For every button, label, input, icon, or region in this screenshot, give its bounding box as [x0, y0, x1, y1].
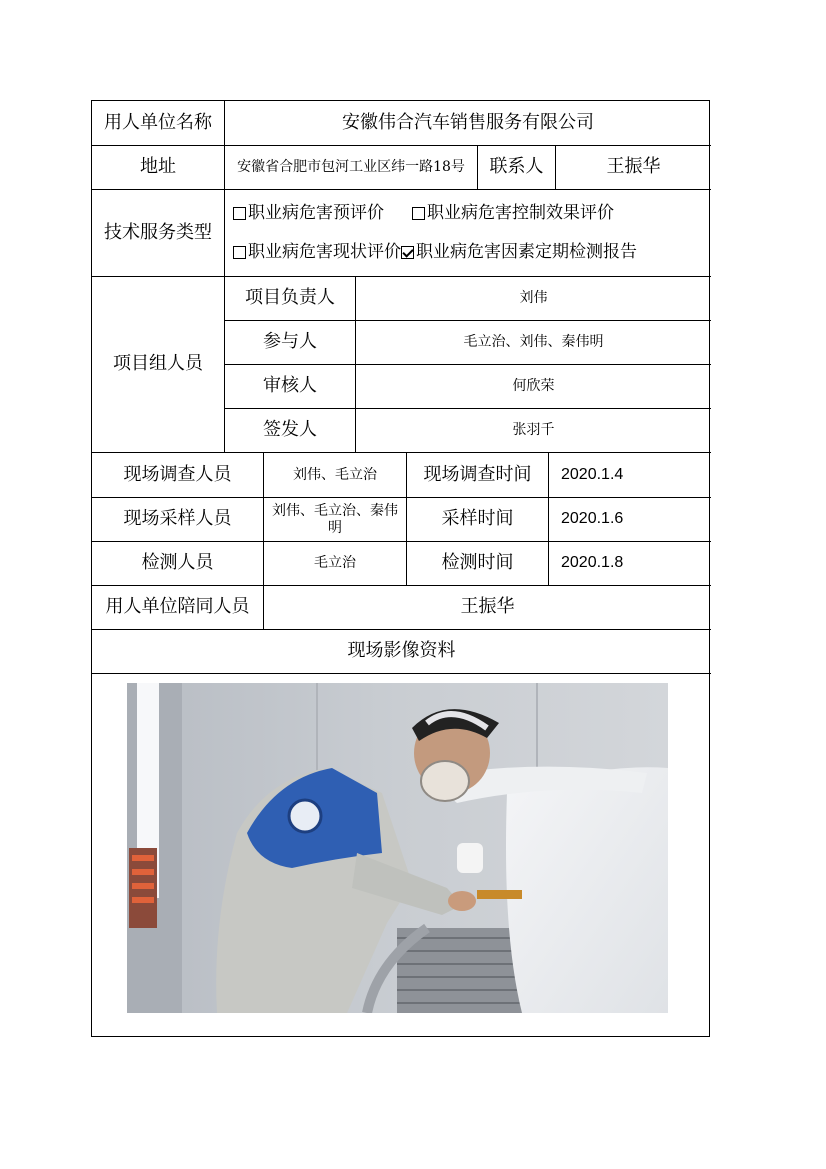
team-name-participants: 毛立治、刘伟、秦伟明	[356, 321, 711, 365]
testing-time-value: 2020.1.8	[549, 542, 711, 586]
sampling-time-value: 2020.1.6	[549, 498, 711, 542]
survey-record-form	[91, 100, 710, 1037]
checkbox-pre-assessment[interactable]	[233, 207, 246, 220]
sampling-staff-value: 刘伟、毛立治、秦伟明	[264, 498, 407, 542]
project-team-label: 项目组人员	[92, 277, 225, 453]
team-name-reviewer: 何欣荣	[356, 365, 711, 409]
team-name-issuer: 张羽千	[356, 409, 711, 453]
option-periodic-testing-label: 职业病危害因素定期检测报告	[416, 241, 637, 262]
testing-staff-value: 毛立治	[264, 542, 407, 586]
team-role-participants: 参与人	[225, 321, 356, 365]
team-name-leader: 刘伟	[356, 277, 711, 321]
survey-time-value: 2020.1.4	[549, 453, 711, 498]
service-type-label: 技术服务类型	[92, 190, 225, 277]
checkbox-periodic-testing[interactable]	[401, 246, 414, 259]
testing-staff-label: 检测人员	[92, 542, 264, 586]
employer-name-label: 用人单位名称	[92, 101, 225, 146]
employer-name-value: 安徽伟合汽车销售服务有限公司	[225, 101, 711, 146]
escort-value: 王振华	[264, 586, 711, 630]
sampling-time-label: 采样时间	[407, 498, 549, 542]
testing-time-label: 检测时间	[407, 542, 549, 586]
checkbox-status-assessment[interactable]	[233, 246, 246, 259]
sampling-staff-label: 现场采样人员	[92, 498, 264, 542]
team-role-leader: 项目负责人	[225, 277, 356, 321]
address-label: 地址	[92, 146, 225, 190]
site-photo-spray-painting	[127, 683, 668, 1013]
option-control-effect-label: 职业病危害控制效果评价	[427, 202, 614, 223]
service-type-options	[225, 190, 711, 277]
address-value: 安徽省合肥市包河工业区纬一路18号	[225, 146, 478, 190]
team-role-issuer: 签发人	[225, 409, 356, 453]
survey-staff-value: 刘伟、毛立治	[264, 453, 407, 498]
checkbox-control-effect[interactable]	[412, 207, 425, 220]
option-pre-assessment-label: 职业病危害预评价	[248, 202, 384, 223]
team-role-reviewer: 审核人	[225, 365, 356, 409]
option-status-assessment-label: 职业病危害现状评价	[248, 241, 401, 262]
site-photo-illustration	[127, 683, 668, 1013]
contact-value: 王振华	[556, 146, 711, 190]
contact-label: 联系人	[478, 146, 556, 190]
survey-staff-label: 现场调查人员	[92, 453, 264, 498]
site-images-heading: 现场影像资料	[92, 630, 711, 674]
escort-label: 用人单位陪同人员	[92, 586, 264, 630]
survey-time-label: 现场调查时间	[407, 453, 549, 498]
